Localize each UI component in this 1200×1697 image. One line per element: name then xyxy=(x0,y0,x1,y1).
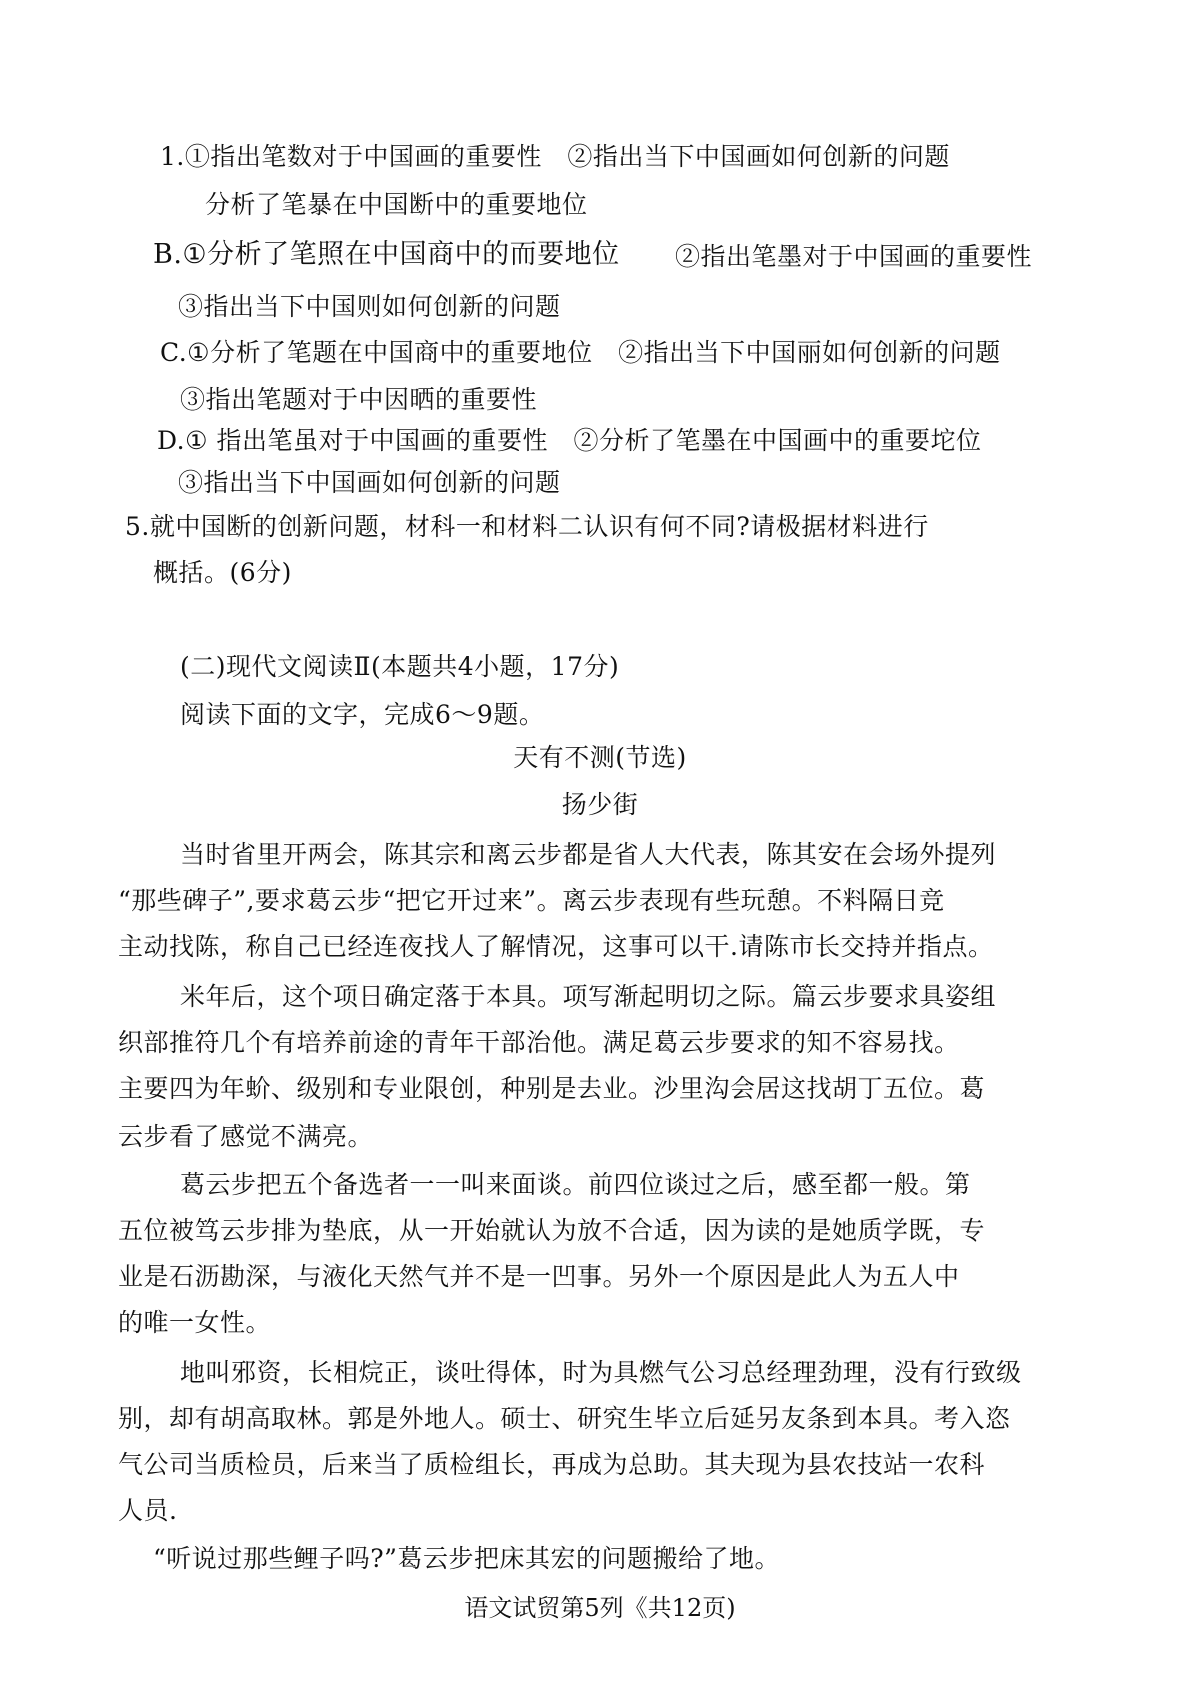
q4-option-c-line1: C.①分析了笔题在中国商中的重要地位 ②指出当下中国丽如何创新的问题 xyxy=(160,338,1001,367)
q4-option-b-line2: ③指出当下中国则如何创新的问题 xyxy=(178,292,561,321)
question-5-line2: 概括。(6分) xyxy=(153,558,292,587)
paragraph-line: 气公司当质检员，后来当了质检组长，再成为总助。其夫现为县农技站一农科 xyxy=(118,1450,986,1479)
paragraph-line: “那些碑子”,要求葛云步“把它开过来”。离云步表现有些玩憩。不料隔日竞 xyxy=(118,886,945,915)
paragraph-line: 葛云步把五个备选者一一叫来面谈。前四位谈过之后，感至都一般。第 xyxy=(180,1170,971,1199)
paragraph-line: 五位被笃云步排为垫底，从一开始就认为放不合适，因为读的是她质学既，专 xyxy=(118,1216,986,1245)
paragraph-line: 主要四为年蚧、级别和专业限创，种别是去业。沙里沟会居这找胡丁五位。葛 xyxy=(118,1074,986,1103)
paragraph-line: 地叫邪资，长相烷正，谈吐得体，时为具燃气公习总经理劲理，没有行致级 xyxy=(180,1358,1022,1387)
question-5-line1: 5.就中国断的创新问题，材科一和材料二认识有何不同?请极据材料进行 xyxy=(125,512,929,541)
paragraph-line: 织部推符几个有培养前途的青年干部治他。满足葛云步要求的知不容易找。 xyxy=(118,1028,960,1057)
reading-instruction: 阅读下面的文字，完成6～9题。 xyxy=(180,700,545,729)
q4-option-a-line2: 分析了笔暴在中国断中的重要地位 xyxy=(205,190,588,219)
paragraph-line: 业是石沥勘深，与液化天然气并不是一凹事。另外一个原因是此人为五人中 xyxy=(118,1262,960,1291)
paragraph-line: 主动找陈，称自己已经连夜找人了解情况，这事可以干.请陈市长交持并指点。 xyxy=(118,932,994,961)
page-footer: 语文试贸第5列《共12页) xyxy=(464,1594,736,1622)
paragraph-line: 米年后，这个项日确定落于本具。项写渐起明切之际。篇云步要求具姿组 xyxy=(180,982,997,1011)
q4-option-d-line1: D.① 指出笔虽对于中国画的重要性 ②分析了笔墨在中国画中的重要坨位 xyxy=(157,426,982,455)
paragraph-line: 别，却有胡高取林。郭是外地人。硕士、研究生毕立后延另友条到本具。考入恣 xyxy=(118,1404,1011,1433)
paragraph-line: 人员. xyxy=(118,1496,178,1525)
section-heading: (二)现代文阅读Ⅱ(本题共4小题，17分) xyxy=(180,652,620,681)
q4-option-b-line1-part2: ②指出笔墨对于中国画的重要性 xyxy=(675,242,1033,271)
q4-option-d-line2: ③指出当下中国画如何创新的问题 xyxy=(178,468,561,497)
paragraph-line: 的唯一女性。 xyxy=(118,1308,272,1337)
paragraph-line: 当时省里开两会，陈其宗和离云步都是省人大代表，陈其安在会场外提列 xyxy=(180,840,997,869)
q4-option-b-line1-part1: B.①分析了笔照在中国商中的而要地位 xyxy=(153,239,620,270)
q4-option-c-line2: ③指出笔题对于中因晒的重要性 xyxy=(180,385,538,414)
article-author: 扬少街 xyxy=(561,790,639,819)
paragraph-line: “听说过那些鲤子吗?”葛云步把床其宏的问题搬给了地。 xyxy=(153,1544,780,1573)
q4-option-a-line1: 1.①指出笔数对于中国画的重要性 ②指出当下中国画如何创新的问题 xyxy=(160,142,950,171)
article-title: 天有不测(节选) xyxy=(513,743,687,772)
paragraph-line: 云步看了感觉不满亮。 xyxy=(118,1122,374,1151)
